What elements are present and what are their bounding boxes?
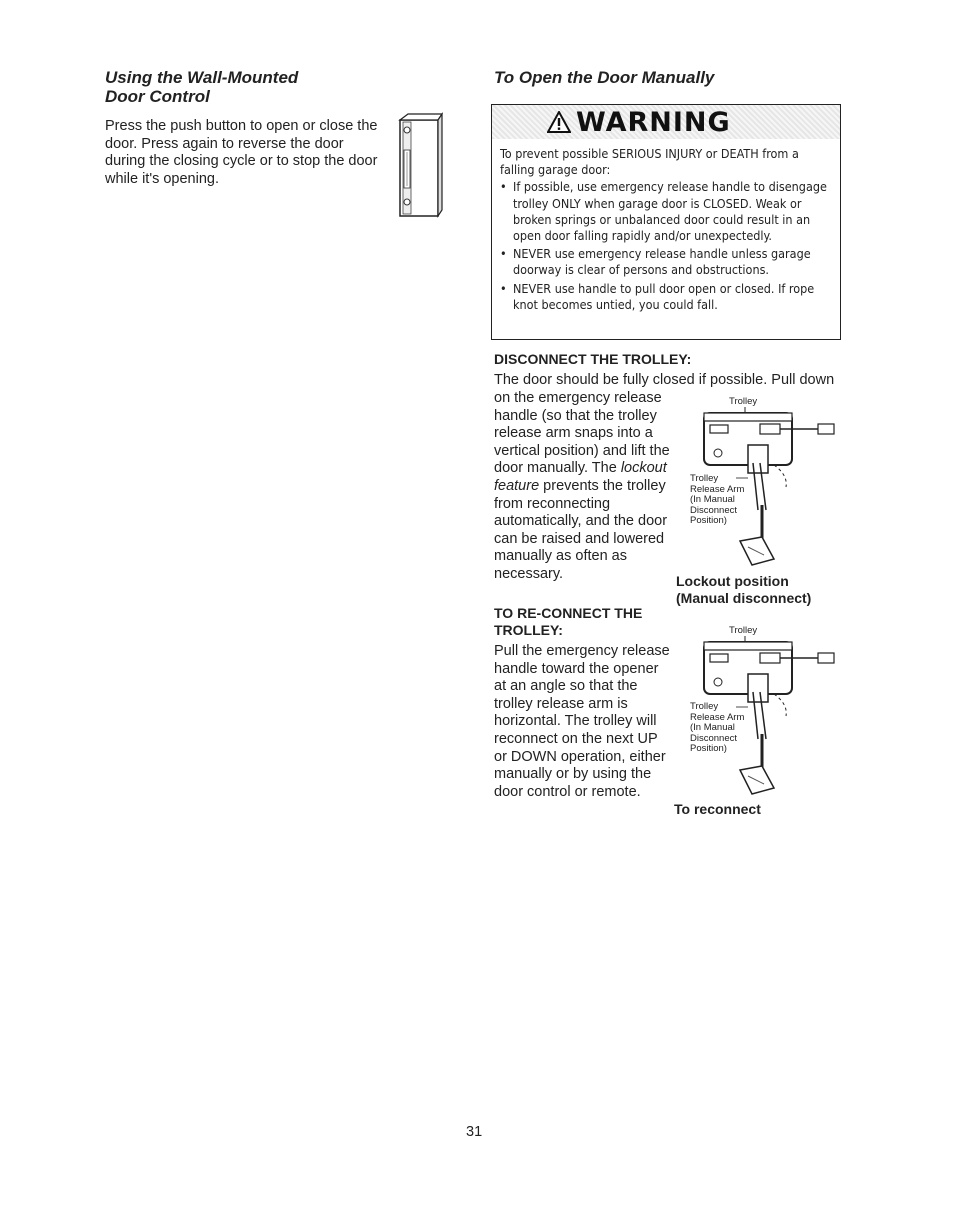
- para-line: door. Press again to reverse the door: [105, 135, 344, 152]
- figure2-arm-label: Trolley Release Arm (In Manual Disconnect Position): [690, 701, 745, 754]
- reconnect-paragraph: [494, 643, 684, 801]
- para-line: Pull the emergency release: [494, 643, 670, 659]
- para-line: door control or remote.: [494, 783, 641, 800]
- para-line: horizontal. The trolley will: [494, 713, 657, 730]
- warning-intro: To prevent possible SERIOUS INJURY or DEATH from a falling garage door:: [500, 146, 799, 178]
- para-line: Press the push button to open or close the: [105, 118, 378, 134]
- figure2-caption: To reconnect: [674, 801, 761, 817]
- warning-bullet: • If possible, use emergency release handle to disengage trolley ONLY when garage door is CLOSED. Weak or broken springs or unbalanced door could result in an open door falling rapidly and/or unexpectedly.: [500, 179, 827, 244]
- warning-header: [492, 105, 840, 139]
- para-line: release arm snaps into a: [494, 425, 653, 442]
- warning-triangle-icon: [547, 111, 571, 133]
- warning-body: [500, 146, 832, 315]
- para-line: feature prevents the trolley: [494, 477, 666, 494]
- disconnect-full-line: The door should be fully closed if possible. Pull down: [494, 372, 835, 388]
- para-line: on the emergency release: [494, 390, 662, 406]
- para-line: handle (so that the trolley: [494, 407, 657, 424]
- page-number: 31: [466, 1124, 483, 1140]
- para-line: manually as often as: [494, 548, 627, 565]
- warning-heading: WARNING: [576, 107, 731, 138]
- para-line: or DOWN operation, either: [494, 748, 666, 765]
- para-line: from reconnecting: [494, 495, 611, 512]
- figure1-arm-label: Trolley Release Arm (In Manual Disconnect Position): [690, 473, 745, 526]
- figure1-trolley-illustration: [690, 405, 840, 575]
- warning-bullet: • NEVER use handle to pull door open or closed. If rope knot becomes untied, you could fall.: [500, 280, 815, 312]
- reconnect-heading: TO RE-CONNECT THE TROLLEY:: [494, 605, 643, 638]
- warning-bullet: • NEVER use emergency release handle unless garage doorway is clear of persons and obstructions.: [500, 246, 811, 278]
- para-line: at an angle so that the: [494, 678, 638, 695]
- figure1-trolley-label: Trolley: [729, 396, 758, 407]
- title-line-2: Door Control: [105, 87, 210, 106]
- lockout-italic: lockout: [620, 460, 667, 477]
- disconnect-paragraph: [494, 390, 684, 584]
- section-title-wall-control: [105, 68, 298, 106]
- section-title-open-manually: To Open the Door Manually: [494, 68, 715, 87]
- para-line: during the closing cycle or to stop the door: [105, 153, 378, 170]
- warning-list: [500, 179, 832, 313]
- para-line: handle toward the opener: [494, 660, 659, 677]
- para-line: reconnect on the next UP: [494, 730, 658, 747]
- disconnect-heading: DISCONNECT THE TROLLEY:: [494, 351, 692, 367]
- wall-control-paragraph: [105, 118, 395, 188]
- para-line: door manually. The lockout: [494, 460, 667, 477]
- wall-control-illustration: [398, 112, 444, 218]
- para-line: trolley release arm is: [494, 695, 628, 712]
- para-line: while it's opening.: [105, 170, 220, 187]
- title-line-1: Using the Wall-Mounted: [105, 68, 299, 87]
- figure2-trolley-label: Trolley: [729, 625, 758, 636]
- para-line: manually or by using the: [494, 766, 652, 783]
- para-line: can be raised and lowered: [494, 530, 665, 547]
- figure2-trolley-illustration: [690, 634, 840, 804]
- para-line: necessary.: [494, 565, 564, 582]
- figure1-caption: Lockout position (Manual disconnect): [676, 573, 812, 606]
- para-line: vertical position) and lift the: [494, 442, 670, 459]
- warning-box: [491, 104, 841, 340]
- para-line: automatically, and the door: [494, 513, 668, 530]
